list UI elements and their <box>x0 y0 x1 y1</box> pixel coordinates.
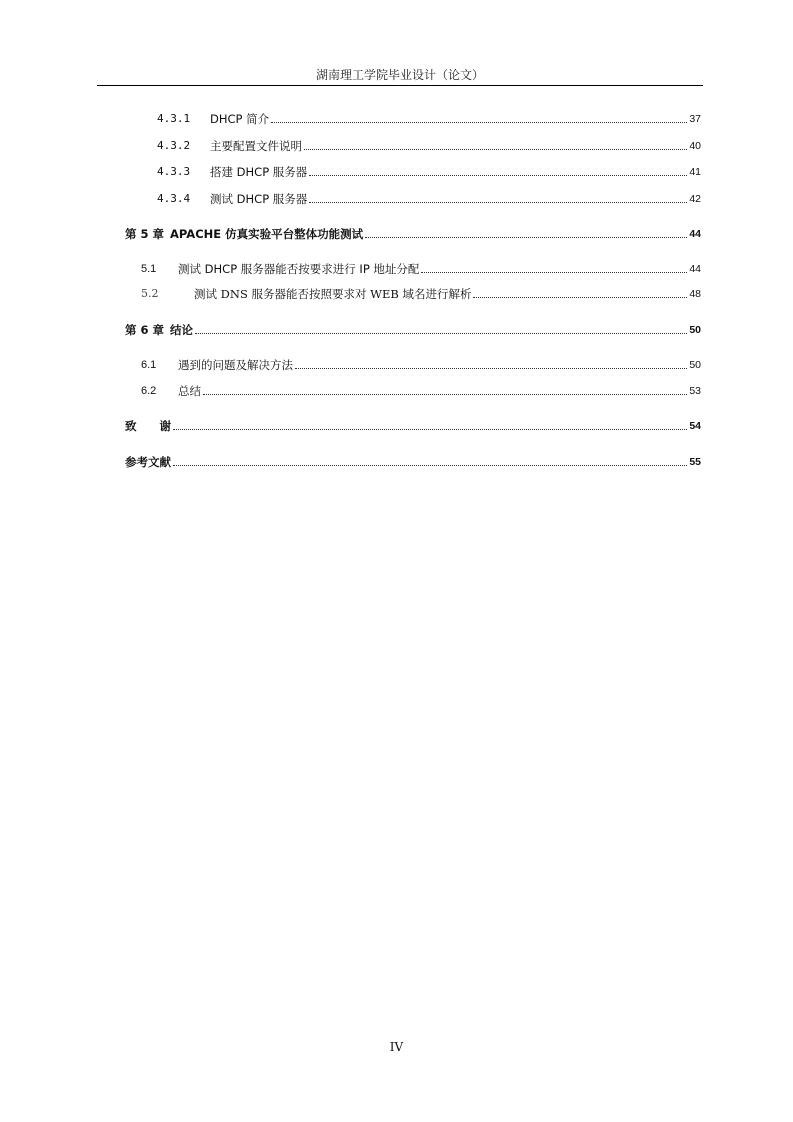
toc-entry-page: 40 <box>689 140 701 152</box>
toc-entry-number: 6.1 <box>141 359 157 371</box>
page-header: 湖南理工学院毕业设计（论文） <box>315 68 484 82</box>
toc-entry-number: 5.1 <box>141 263 157 275</box>
dot-leader <box>304 149 687 150</box>
toc-acknowledgements[interactable] <box>125 419 701 433</box>
toc-chapter-title: 致 谢 <box>125 419 171 433</box>
toc-entry-6-2[interactable] <box>141 384 701 398</box>
toc-entry-number: 4.3.4 <box>157 192 191 205</box>
toc-entry-4-3-1[interactable] <box>157 112 701 126</box>
toc-chapter-number: 第 5 章 <box>125 227 165 241</box>
dot-leader <box>271 122 687 123</box>
toc-entry-number: 4.3.1 <box>157 112 191 125</box>
toc-chapter-page: 55 <box>689 456 701 468</box>
toc-entry-page: 41 <box>689 166 701 178</box>
toc-chapter-6[interactable] <box>125 323 701 337</box>
toc-chapter-page: 44 <box>689 228 701 240</box>
dot-leader <box>173 465 687 466</box>
header-rule <box>97 85 703 86</box>
dot-leader <box>365 237 687 238</box>
toc-entry-number: 4.3.3 <box>157 165 191 178</box>
toc-entry-4-3-4[interactable] <box>157 192 701 206</box>
toc-entry-number: 5.2 <box>141 287 159 300</box>
toc-entry-page: 48 <box>689 288 701 300</box>
toc-entry-title: 搭建 DHCP 服务器 <box>210 165 308 179</box>
toc-chapter-page: 54 <box>689 420 701 432</box>
toc-entry-title: 测试 DHCP 服务器能否按要求进行 IP 地址分配 <box>178 262 420 276</box>
toc-entry-5-1[interactable] <box>141 262 701 276</box>
toc-chapter-page: 50 <box>689 324 701 336</box>
dot-leader <box>421 272 687 273</box>
dot-leader <box>309 175 687 176</box>
toc-entry-4-3-3[interactable] <box>157 165 701 179</box>
toc-entry-4-3-2[interactable] <box>157 139 701 153</box>
toc-chapter-number: 第 6 章 <box>125 323 165 337</box>
toc-entry-5-2[interactable] <box>141 287 701 301</box>
toc-entry-title: 遇到的问题及解决方法 <box>178 358 293 372</box>
toc-entry-title: 主要配置文件说明 <box>210 139 302 153</box>
toc-entry-page: 37 <box>689 113 701 125</box>
dot-leader <box>195 333 687 334</box>
dot-leader <box>203 394 687 395</box>
toc-chapter-title: 参考文献 <box>125 455 171 469</box>
dot-leader <box>173 429 687 430</box>
toc-entry-title: 测试 DNS 服务器能否按照要求对 WEB 域名进行解析 <box>194 287 472 301</box>
toc-entry-page: 44 <box>689 263 701 275</box>
toc-entry-page: 53 <box>689 385 701 397</box>
toc-chapter-5[interactable] <box>125 227 701 241</box>
dot-leader <box>309 202 687 203</box>
toc-entry-title: 总结 <box>178 384 201 398</box>
page-number: IV <box>389 1040 404 1054</box>
toc-chapter-title: APACHE 仿真实验平台整体功能测试 <box>170 227 364 241</box>
toc-chapter-title: 结论 <box>170 323 194 337</box>
toc-entry-page: 50 <box>689 359 701 371</box>
dot-leader <box>473 297 687 298</box>
toc-references[interactable] <box>125 455 701 469</box>
toc-entry-title: DHCP 简介 <box>210 112 270 126</box>
toc-entry-title: 测试 DHCP 服务器 <box>210 192 308 206</box>
dot-leader <box>295 368 687 369</box>
toc-entry-number: 6.2 <box>141 385 157 397</box>
toc-entry-page: 42 <box>689 193 701 205</box>
toc-entry-number: 4.3.2 <box>157 139 191 152</box>
toc-entry-6-1[interactable] <box>141 358 701 372</box>
